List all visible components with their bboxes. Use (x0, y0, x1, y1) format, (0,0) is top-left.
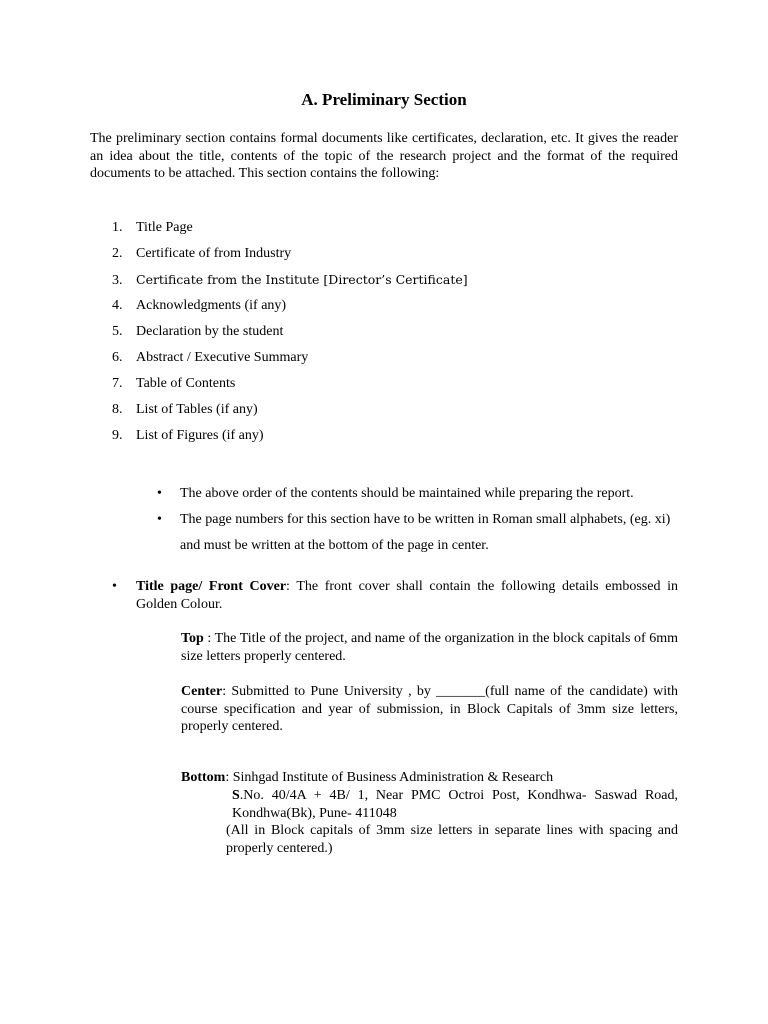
list-item (112, 245, 468, 271)
note-text: The above order of the contents should be maintained while preparing the report. (180, 486, 634, 501)
list-number: 9. (112, 428, 123, 443)
list-number: 7. (112, 376, 123, 391)
bottom-label: Bottom (181, 770, 226, 785)
center-text: : Submitted to Pune University , by _______(full name of the candidate) with course specification and year of submission, in Block Capitals of 3mm size letters, properly centered. (181, 684, 678, 734)
title-page-text (136, 578, 678, 613)
list-item (112, 219, 468, 245)
list-item (112, 323, 468, 349)
list-text: List of Figures (if any) (136, 428, 264, 443)
top-label: Top (181, 631, 204, 646)
list-number: 2. (112, 246, 123, 261)
list-item (112, 297, 468, 323)
list-item (112, 349, 468, 375)
list-text: List of Tables (if any) (136, 402, 258, 417)
address-initial: S (232, 788, 240, 803)
intro-paragraph: The preliminary section contains formal documents like certificates, declaration, etc. It gives the reader an idea about the title, contents of the topic of the research project and the format of the required documents to be attached. This section contains the following: (90, 131, 678, 181)
list-number: 1. (112, 220, 123, 235)
center-label: Center (181, 684, 223, 699)
address-text: .No. 40/4A + 4B/ 1, Near PMC Octroi Post, Kondhwa- Saswad Road, Kondhwa(Bk), Pune- 411048 (232, 788, 678, 821)
bottom-block (181, 769, 678, 787)
top-block (181, 630, 678, 665)
list-text: Table of Contents (136, 376, 236, 391)
list-text: Certificate from the Institute [Director’s Certificate] (136, 272, 468, 287)
contents-list (112, 219, 468, 453)
center-block (181, 683, 678, 736)
note-text: The page numbers for this section have to be written in Roman small alphabets, (eg. xi) and must be written at the bottom of the page in center. (180, 512, 671, 553)
list-item (112, 401, 468, 427)
title-page-item (112, 578, 678, 613)
list-item (112, 427, 468, 453)
list-number: 5. (112, 324, 123, 339)
bullet-icon: • (157, 512, 162, 527)
list-item (112, 375, 468, 401)
list-number: 4. (112, 298, 123, 313)
bullet-icon: • (112, 579, 117, 594)
list-text: Abstract / Executive Summary (136, 350, 309, 365)
title-page-label: Title page/ Front Cover (136, 579, 287, 594)
address-block (226, 787, 678, 822)
bottom-note: (All in Block capitals of 3mm size letters in separate lines with spacing and properly centered.) (226, 823, 678, 856)
list-text: Title Page (136, 220, 193, 235)
list-number: 6. (112, 350, 123, 365)
section-heading: A. Preliminary Section (301, 90, 467, 109)
list-number: 3. (112, 273, 123, 288)
list-text: Certificate of from Industry (136, 246, 292, 261)
bullet-icon: • (157, 486, 162, 501)
bottom-text: : Sinhgad Institute of Business Administration & Research (225, 770, 554, 785)
list-number: 8. (112, 402, 123, 417)
list-text: Declaration by the student (136, 324, 284, 339)
list-item (112, 271, 468, 297)
title-page-description: : The front cover shall contain the following details embossed in Golden Colour. (136, 579, 678, 612)
top-text: : The Title of the project, and name of the organization in the block capitals of 6mm size letters properly centered. (181, 631, 678, 664)
list-text: Acknowledgments (if any) (136, 298, 287, 313)
